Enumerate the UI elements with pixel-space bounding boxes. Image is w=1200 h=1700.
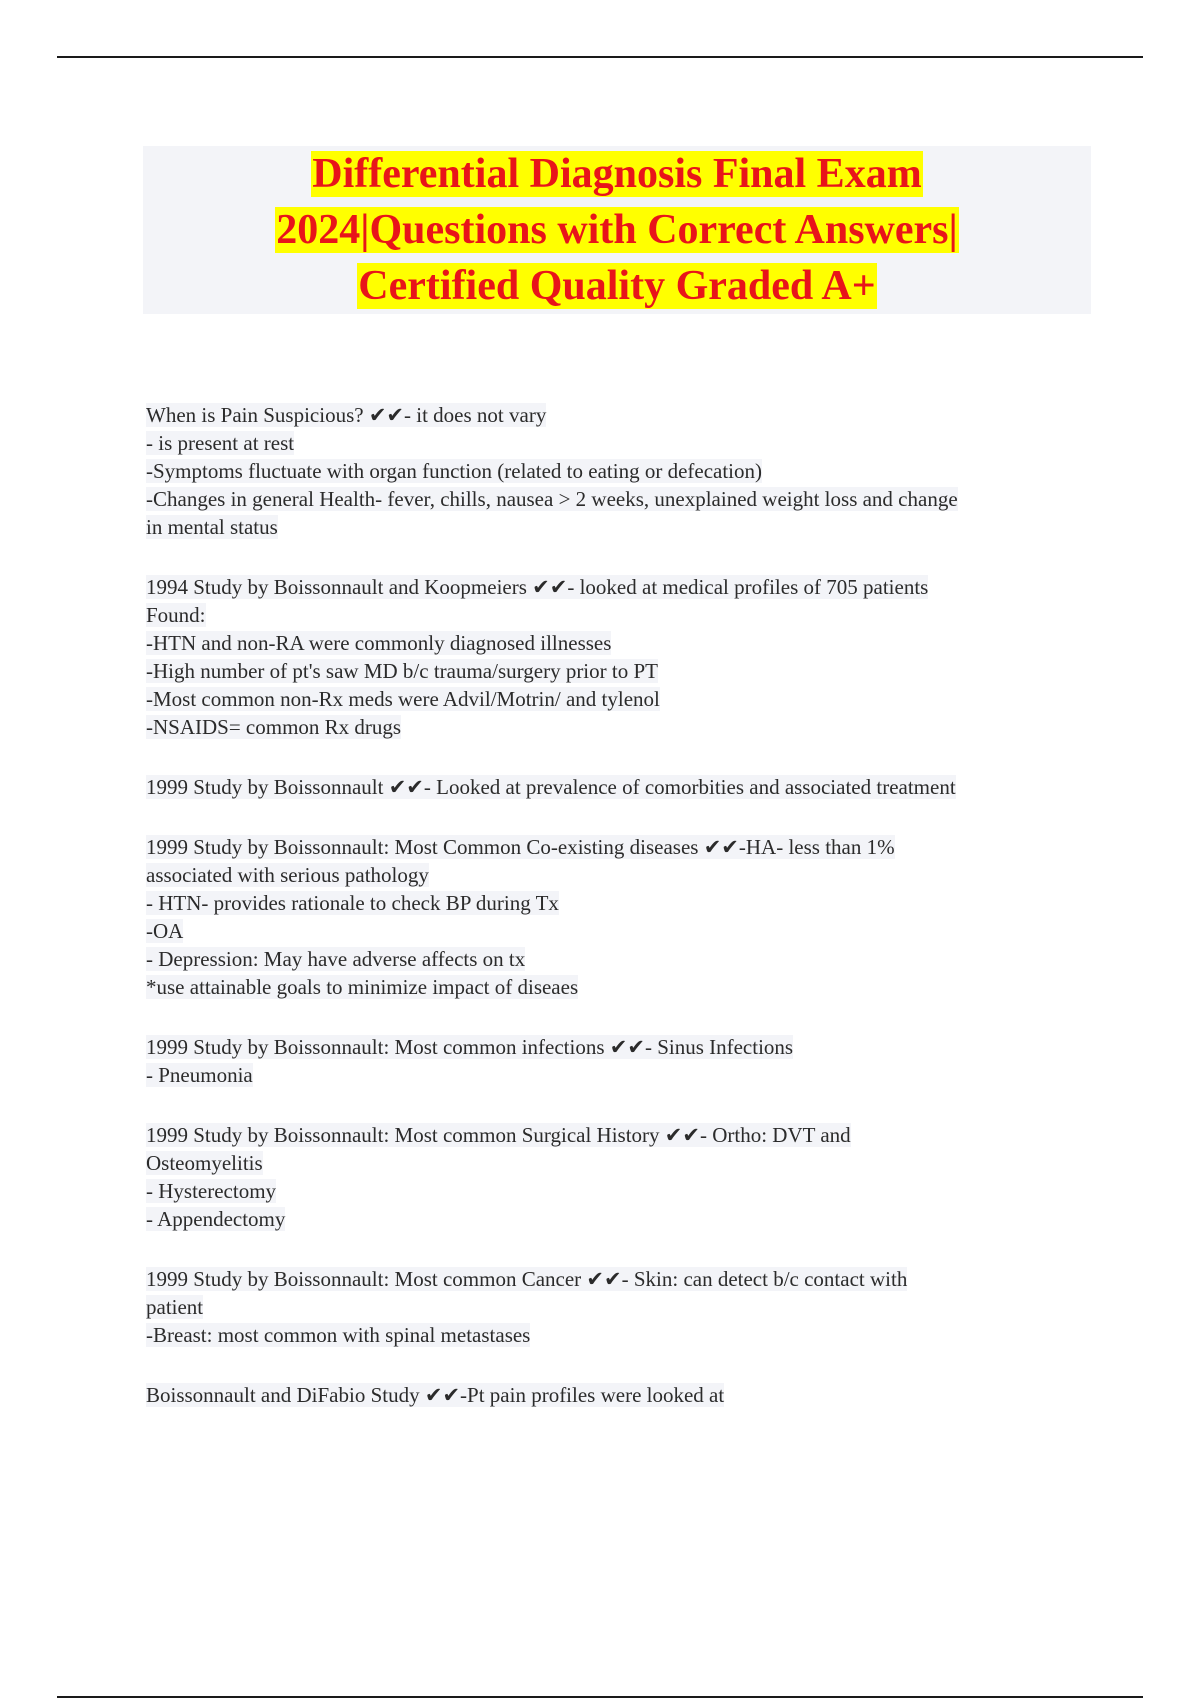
qa-text: -Changes in general Health- fever, chills, nausea > 2 weeks, unexplained weight loss and change xyxy=(146,487,958,511)
qa-line xyxy=(146,833,1106,861)
qa-text: - Appendectomy xyxy=(146,1207,286,1231)
qa-line xyxy=(146,601,1106,629)
top-rule xyxy=(57,56,1143,58)
qa-text: -Most common non-Rx meds were Advil/Motrin/ and tylenol xyxy=(146,687,660,711)
qa-text: *use attainable goals to minimize impact of diseaes xyxy=(146,975,579,999)
qa-line xyxy=(146,1321,1106,1349)
qa-line xyxy=(146,945,1106,973)
qa-text: 1999 Study by Boissonnault: Most common Surgical History ✔✔- Ortho: DVT and xyxy=(146,1123,851,1147)
title-text-2: 2024|Questions with Correct Answers| xyxy=(276,207,958,253)
qa-entry-surgical-history xyxy=(146,1121,1106,1233)
qa-text: associated with serious pathology xyxy=(146,863,429,887)
qa-text: patient xyxy=(146,1295,204,1319)
qa-text: in mental status xyxy=(146,515,278,539)
qa-line xyxy=(146,485,1106,513)
qa-line xyxy=(146,1061,1106,1089)
qa-line xyxy=(146,1293,1106,1321)
qa-text: -OA xyxy=(146,919,184,943)
qa-text: 1999 Study by Boissonnault: Most common infections ✔✔- Sinus Infections xyxy=(146,1035,794,1059)
qa-text: 1999 Study by Boissonnault: Most Common Co-existing diseases ✔✔-HA- less than 1% xyxy=(146,835,895,859)
qa-text: - Depression: May have adverse affects on tx xyxy=(146,947,526,971)
qa-entry-cancer xyxy=(146,1265,1106,1349)
qa-text: 1999 Study by Boissonnault ✔✔- Looked at prevalence of comorbities and associated treatment xyxy=(146,775,956,799)
title-text-1: Differential Diagnosis Final Exam xyxy=(312,151,922,197)
qa-text: 1994 Study by Boissonnault and Koopmeiers ✔✔- looked at medical profiles of 705 patients xyxy=(146,575,929,599)
qa-text: -NSAIDS= common Rx drugs xyxy=(146,715,402,739)
qa-line xyxy=(146,513,1106,541)
qa-line xyxy=(146,629,1106,657)
title-line-3 xyxy=(143,258,1091,314)
qa-text: - Pneumonia xyxy=(146,1063,253,1087)
qa-line xyxy=(146,1205,1106,1233)
qa-line xyxy=(146,1033,1106,1061)
title-text-3: Certified Quality Graded A+ xyxy=(358,263,876,309)
qa-text: - HTN- provides rationale to check BP during Tx xyxy=(146,891,559,915)
qa-line xyxy=(146,861,1106,889)
qa-entry-infections xyxy=(146,1033,1106,1089)
qa-text: - is present at rest xyxy=(146,431,295,455)
qa-text: 1999 Study by Boissonnault: Most common Cancer ✔✔- Skin: can detect b/c contact with xyxy=(146,1267,908,1291)
qa-text: - Hysterectomy xyxy=(146,1179,277,1203)
qa-line xyxy=(146,1121,1106,1149)
qa-list xyxy=(146,401,1106,1441)
qa-text: Osteomyelitis xyxy=(146,1151,263,1175)
qa-line xyxy=(146,1265,1106,1293)
qa-line xyxy=(146,1177,1106,1205)
qa-entry-coexisting-diseases xyxy=(146,833,1106,1001)
qa-line xyxy=(146,429,1106,457)
document-title xyxy=(143,146,1091,314)
title-line-2 xyxy=(143,202,1091,258)
bottom-rule xyxy=(57,1696,1143,1698)
qa-text: -HTN and non-RA were commonly diagnosed illnesses xyxy=(146,631,612,655)
qa-text: -High number of pt's saw MD b/c trauma/surgery prior to PT xyxy=(146,659,658,683)
qa-entry-1994-study xyxy=(146,573,1106,741)
qa-line xyxy=(146,773,1106,801)
qa-line xyxy=(146,457,1106,485)
qa-line xyxy=(146,657,1106,685)
qa-line xyxy=(146,889,1106,917)
qa-line xyxy=(146,1381,1106,1409)
title-line-1 xyxy=(143,146,1091,202)
qa-text: -Symptoms fluctuate with organ function (related to eating or defecation) xyxy=(146,459,763,483)
qa-text: Found: xyxy=(146,603,206,627)
qa-text: Boissonnault and DiFabio Study ✔✔-Pt pain profiles were looked at xyxy=(146,1383,725,1407)
qa-line xyxy=(146,713,1106,741)
qa-line xyxy=(146,685,1106,713)
qa-text: -Breast: most common with spinal metastases xyxy=(146,1323,531,1347)
qa-entry-difabio-study xyxy=(146,1381,1106,1409)
qa-entry-pain-suspicious xyxy=(146,401,1106,541)
qa-line xyxy=(146,917,1106,945)
qa-text: When is Pain Suspicious? ✔✔- it does not vary xyxy=(146,403,547,427)
qa-line xyxy=(146,401,1106,429)
qa-line xyxy=(146,973,1106,1001)
qa-line xyxy=(146,573,1106,601)
qa-entry-1999-study xyxy=(146,773,1106,801)
qa-line xyxy=(146,1149,1106,1177)
